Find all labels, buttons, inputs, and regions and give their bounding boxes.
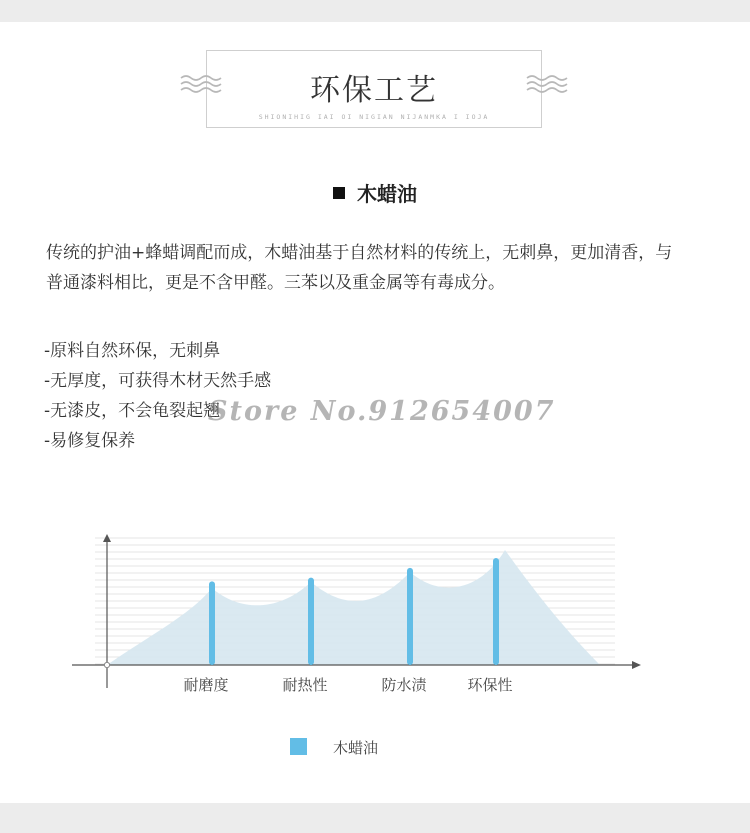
x-tick-label: 耐磨度	[183, 676, 229, 694]
legend-label: 木蜡油	[333, 739, 379, 757]
title-box	[206, 50, 542, 128]
chart-bar	[308, 578, 314, 665]
page-subtitle: SHIONIHIG IAI OI NIGIAN NIJANMKA I IOJA	[258, 113, 490, 121]
feature-item: -原料自然环保，无刺鼻	[44, 341, 221, 361]
x-tick-label: 耐热性	[282, 676, 328, 694]
x-tick-label: 防水渍	[381, 676, 427, 694]
square-bullet-icon	[333, 187, 345, 199]
bottom-band	[0, 803, 750, 833]
description-paragraph: 传统的护油+蜂蜡调配而成，木蜡油基于自然材料的传统上，无刺鼻，更加清香，与普通漆料相比，更是不含甲醛。三苯以及重金属等有毒成分。	[46, 243, 673, 293]
section-heading-text: 木蜡油	[357, 182, 417, 206]
feature-item: -易修复保养	[44, 431, 136, 451]
performance-chart	[0, 520, 750, 710]
right-wave-icon	[526, 74, 568, 94]
feature-item: -无厚度，可获得木材天然手感	[44, 371, 272, 391]
chart-bar	[493, 558, 499, 665]
page-title: 环保工艺	[310, 73, 438, 108]
x-axis-arrow-icon	[632, 661, 641, 669]
chart-bar	[407, 568, 413, 665]
left-wave-icon	[180, 74, 222, 94]
store-watermark: Store No.912654007	[208, 396, 556, 427]
origin-marker	[104, 662, 109, 667]
chart-bar	[209, 581, 215, 665]
chart-tick-labels	[183, 676, 512, 694]
feature-item: -无漆皮，不会龟裂起翘	[44, 401, 221, 421]
top-band	[0, 0, 750, 22]
section-heading	[0, 178, 750, 207]
legend-swatch	[290, 738, 307, 755]
x-tick-label: 环保性	[467, 676, 513, 694]
